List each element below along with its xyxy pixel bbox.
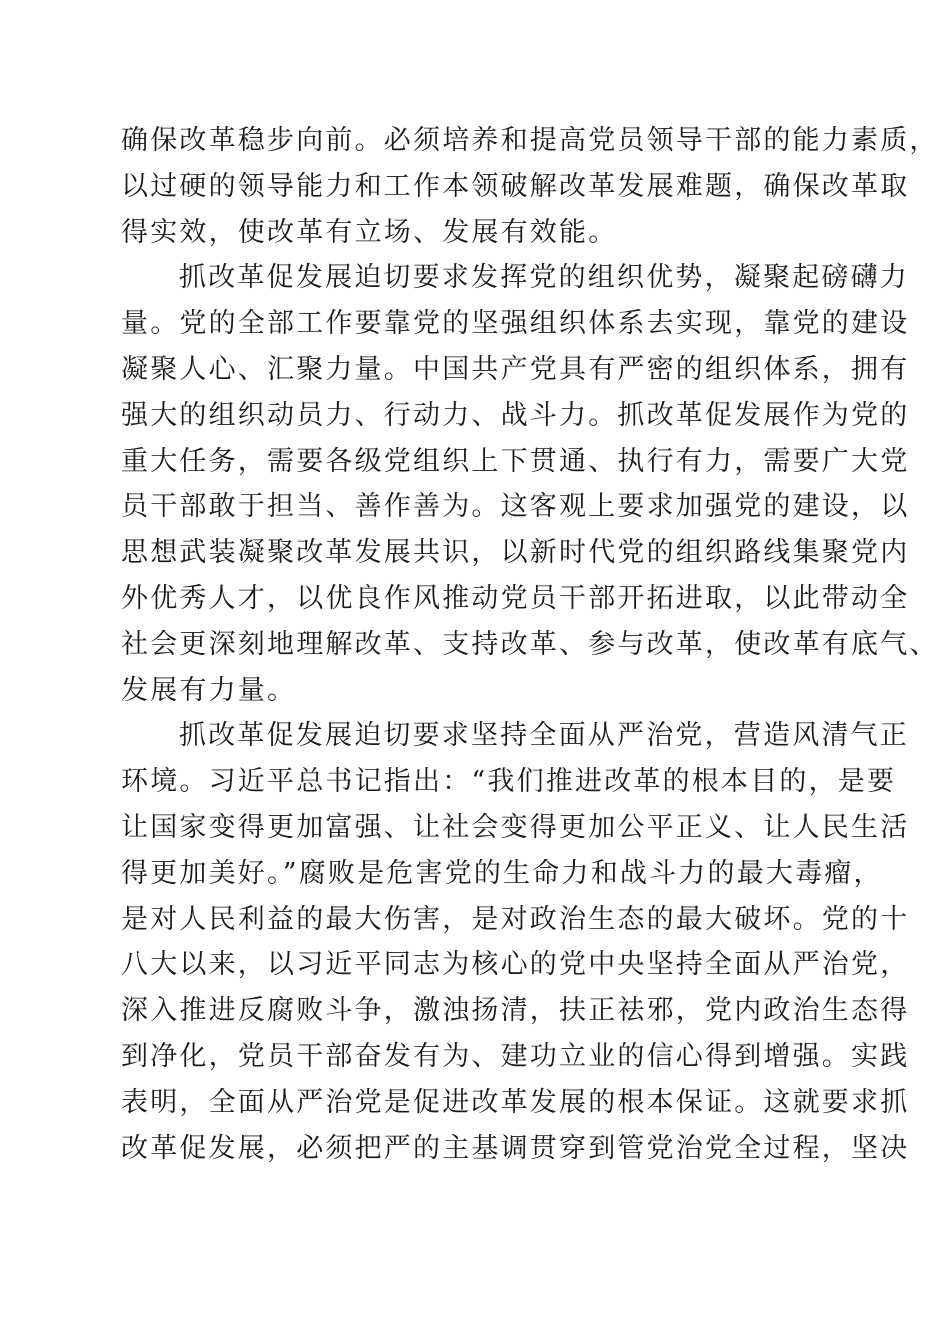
- text-line: 量。党的全部工作要靠党的坚强组织体系去实现，靠党的建设: [121, 308, 910, 340]
- paragraph-organization: [121, 255, 939, 713]
- text-line: 抓改革促发展迫切要求坚持全面从严治党，营造风清气正: [179, 720, 909, 752]
- text-line: 重大任务，需要各级党组织上下贯通、执行有力，需要广大党: [121, 445, 910, 477]
- text-line: 八大以来，以习近平同志为核心的党中央坚持全面从严治党，: [121, 949, 910, 981]
- text-line: 以过硬的领导能力和工作本领破解改革发展难题，确保改革取: [121, 170, 910, 202]
- text-line: 改革促发展，必须把严的主基调贯穿到管党治党全过程，坚决: [121, 1132, 910, 1164]
- text-line: 外优秀人才，以优良作风推动党员干部开拓进取，以此带动全: [121, 582, 910, 614]
- text-line: 凝聚人心、汇聚力量。中国共产党具有严密的组织体系，拥有: [121, 353, 910, 385]
- text-line: 强大的组织动员力、行动力、战斗力。抓改革促发展作为党的: [121, 399, 910, 431]
- text-line: 抓改革促发展迫切要求发挥党的组织优势，凝聚起磅礴力: [179, 262, 909, 294]
- text-line: 环境。习近平总书记指出：“我们推进改革的根本目的，是要: [121, 766, 897, 798]
- text-line: 确保改革稳步向前。必须培养和提高党员领导干部的能力素质，: [121, 125, 939, 156]
- text-line: 发展有力量。: [121, 674, 297, 706]
- text-line: 到净化，党员干部奋发有为、建功立业的信心得到增强。实践: [121, 1040, 910, 1072]
- text-line: 让国家变得更加富强、让社会变得更加公平正义、让人民生活: [121, 811, 910, 843]
- text-line: 社会更深刻地理解改革、支持改革、参与改革，使改革有底气、: [121, 628, 939, 660]
- text-line: 是对人民利益的最大伤害，是对政治生态的最大破坏。党的十: [121, 903, 910, 935]
- text-line: 表明，全面从严治党是促进改革发展的根本保证。这就要求抓: [121, 1086, 910, 1118]
- text-line: 员干部敢于担当、善作善为。这客观上要求加强党的建设，以: [121, 491, 910, 523]
- body-text: [121, 118, 939, 1171]
- text-line: 深入推进反腐败斗争，激浊扬清，扶正祛邪，党内政治生态得: [121, 995, 910, 1027]
- paragraph-strict-governance: [121, 713, 910, 1171]
- text-line: 得实效，使改革有立场、发展有效能。: [121, 216, 618, 248]
- text-line: 得更加美好。”腐败是危害党的生命力和战斗力的最大毒瘤，: [121, 857, 883, 889]
- paragraph-continuation: [121, 118, 939, 255]
- text-line: 思想武装凝聚改革发展共识，以新时代党的组织路线集聚党内: [121, 537, 910, 569]
